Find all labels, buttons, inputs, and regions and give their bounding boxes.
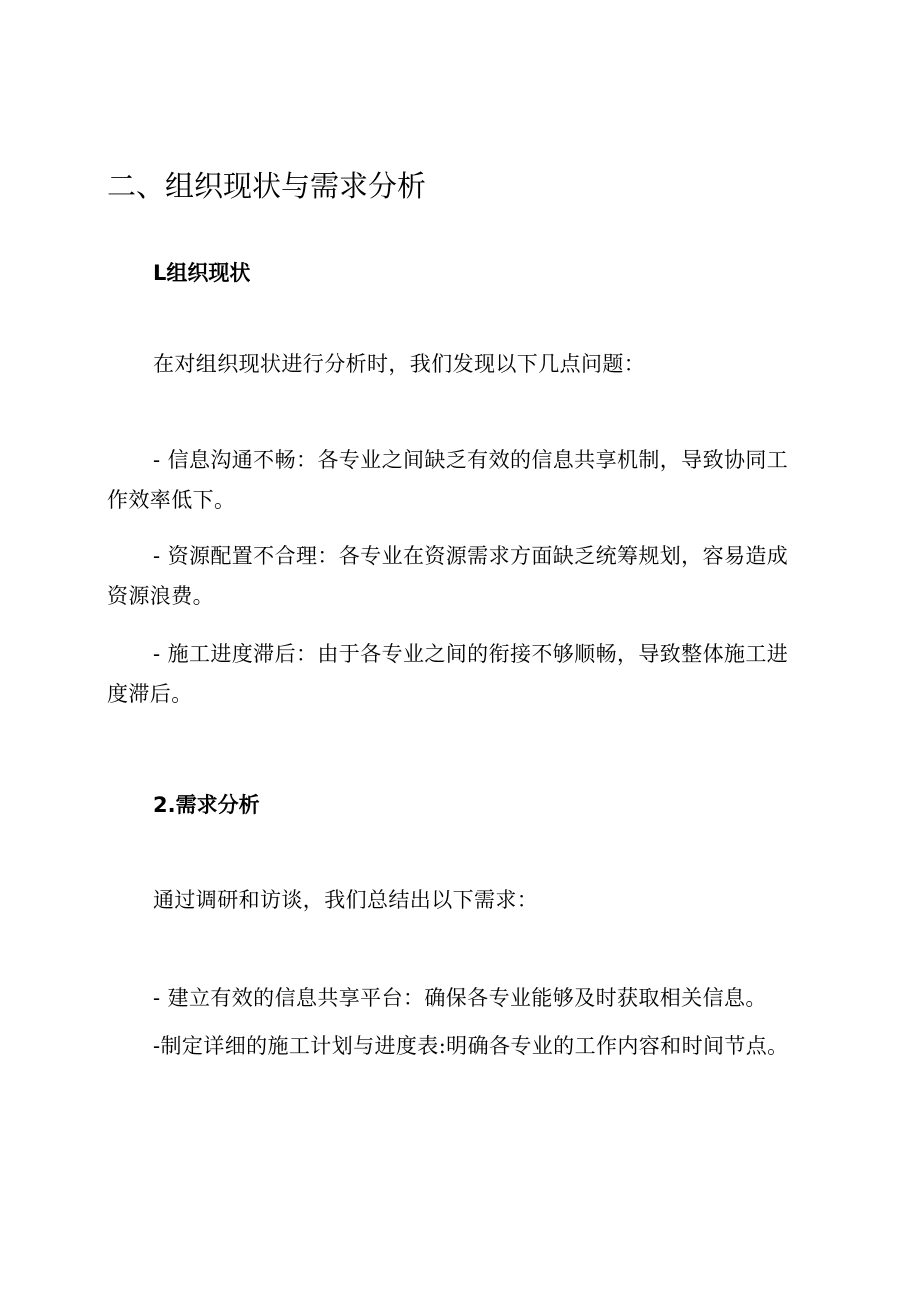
- needs-intro-paragraph: 通过调研和访谈，我们总结出以下需求：: [153, 888, 539, 912]
- subsection-title-needs: 2.需求分析: [153, 793, 260, 817]
- status-item-schedule: - 施工进度滞后：由于各专业之间的衔接不够顺畅，导致整体施工进度滞后。: [107, 642, 789, 706]
- subsection-title-status: L组织现状: [153, 261, 251, 285]
- status-intro-paragraph: 在对组织现状进行分析时，我们发现以下几点问题：: [153, 352, 646, 376]
- needs-item-platform: - 建立有效的信息共享平台：确保各专业能够及时获取相关信息。: [153, 986, 767, 1010]
- status-item-resources: - 资源配置不合理：各专业在资源需求方面缺乏统筹规划，容易造成资源浪费。: [107, 544, 789, 608]
- needs-item-plan: -制定详细的施工计划与进度表:明确各专业的工作内容和时间节点。: [153, 1034, 789, 1058]
- status-item-communication: - 信息沟通不畅：各专业之间缺乏有效的信息共享机制，导致协同工作效率低下。: [107, 448, 789, 512]
- section-title: 二、组织现状与需求分析: [107, 169, 427, 203]
